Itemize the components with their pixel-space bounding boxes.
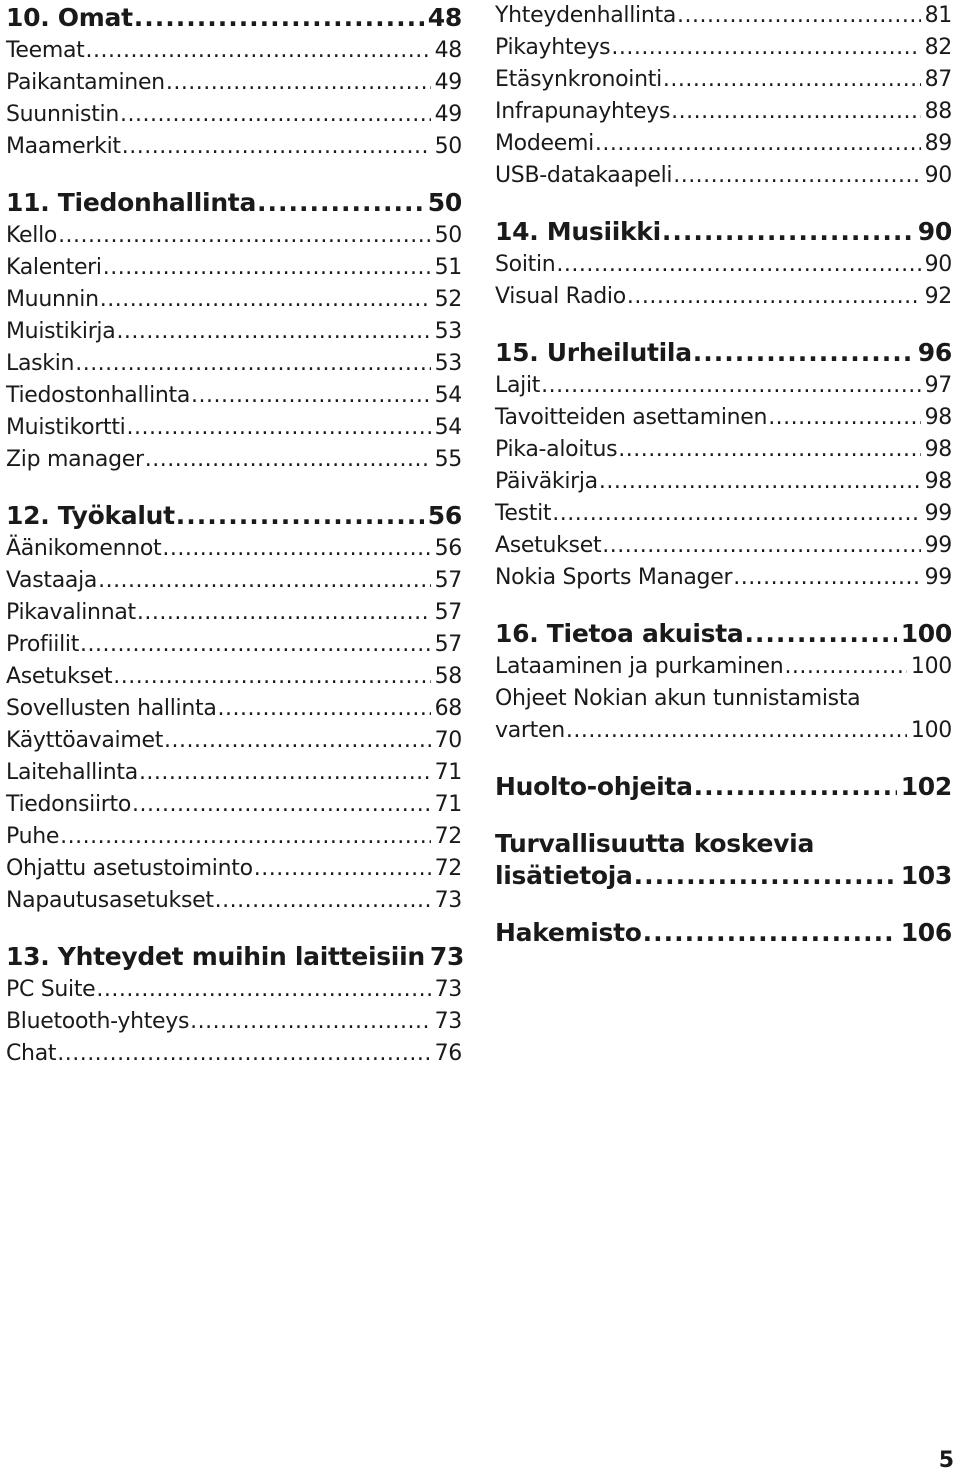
toc-entry[interactable] [6,316,462,348]
toc-entry-title: Teemat [6,38,85,63]
toc-entry[interactable] [6,284,462,316]
toc-page-number: 73 [434,888,462,913]
toc-leader-dots [176,498,424,533]
toc-entry-title: 16. Tietoa akuista [495,619,744,648]
toc-leader-dots [218,693,431,725]
page-number: 5 [938,1448,954,1473]
toc-page-number: 76 [434,1041,462,1066]
toc-entry[interactable] [495,128,952,160]
toc-leader-dots [566,715,907,747]
toc-entry[interactable] [495,96,952,128]
toc-page-number: 106 [900,918,952,947]
toc-chapter-heading[interactable] [6,0,462,35]
toc-leader-dots [784,651,906,683]
toc-leader-dots [113,661,430,693]
toc-leader-dots [694,769,897,804]
toc-leader-dots [122,131,431,163]
toc-left-column [6,0,465,1070]
toc-entry-title: Puhe [6,824,60,849]
toc-entry-title: Pika-aloitus [495,437,618,462]
toc-page-number: 51 [434,255,462,280]
toc-entry-title: USB-datakaapeli [495,163,673,188]
toc-leader-dots [132,789,431,821]
toc-page-number: 100 [900,619,952,648]
toc-entry-title: Kalenteri [6,255,102,280]
toc-page-number: 57 [434,568,462,593]
toc-page-number: 57 [434,600,462,625]
toc-entry-title: Turvallisuutta koskevia [495,829,815,858]
toc-entry-title: Hakemisto [495,918,642,947]
toc-entry-title: Zip manager [6,447,144,472]
toc-page-number: 50 [427,188,462,217]
toc-page-number: 87 [924,67,952,92]
toc-page-number: 68 [434,696,462,721]
toc-chapter-heading[interactable] [6,939,465,974]
toc-entry-title: varten [495,718,565,743]
toc-leader-dots [215,885,431,917]
toc-entry[interactable] [6,789,462,821]
toc-leader-dots [673,160,920,192]
toc-entry-title: Muistikortti [6,415,126,440]
toc-right-column [495,0,952,950]
toc-page-number: 53 [434,319,462,344]
toc-page-number: 56 [427,501,462,530]
toc-entry[interactable] [6,853,462,885]
toc-page-number: 72 [434,856,462,881]
toc-entry[interactable] [6,597,462,629]
toc-page-number: 82 [924,35,952,60]
toc-chapter-heading[interactable] [495,335,952,370]
toc-page-number: 58 [434,664,462,689]
toc-entry-title: Tiedostonhallinta [6,383,191,408]
toc-page-number: 55 [434,447,462,472]
toc-entry[interactable] [495,434,952,466]
toc-entry-title: lisätietoja [495,861,633,890]
toc-entry[interactable] [495,32,952,64]
toc-entry-title: Lataaminen ja purkaminen [495,654,784,679]
toc-leader-dots [602,530,920,562]
toc-leader-dots [190,1006,430,1038]
toc-leader-dots [556,249,920,281]
toc-leader-dots [57,1038,430,1070]
toc-chapter-heading[interactable] [495,616,952,651]
toc-page-number: 90 [917,217,952,246]
toc-leader-dots [126,412,430,444]
toc-entry[interactable] [495,562,952,594]
toc-page-number: 81 [924,3,952,28]
toc-page-number: 52 [434,287,462,312]
toc-entry[interactable] [6,661,462,693]
toc-page-number: 50 [434,223,462,248]
toc-entry-title: Soitin [495,252,556,277]
toc-page-number: 96 [917,338,952,367]
toc-entry[interactable] [495,402,952,434]
toc-entry[interactable] [6,974,462,1006]
toc-page-number: 73 [434,977,462,1002]
toc-leader-dots [599,466,921,498]
toc-page-number: 103 [900,861,952,890]
toc-page-number: 71 [434,760,462,785]
toc-entry[interactable] [6,565,462,597]
toc-leader-dots [164,725,431,757]
toc-entry[interactable] [495,0,952,32]
toc-entry-title: Laitehallinta [6,760,138,785]
toc-leader-dots [671,96,920,128]
toc-page-number: 54 [434,383,462,408]
toc-entry[interactable] [6,380,462,412]
toc-entry-title: Ohjattu asetustoiminto [6,856,253,881]
toc-entry-title: Bluetooth-yhteys [6,1009,190,1034]
toc-leader-dots [75,348,430,380]
toc-entry[interactable] [495,715,952,747]
toc-entry[interactable] [6,35,462,67]
toc-entry-title: Lajit [495,373,541,398]
toc-entry-title: Tavoitteiden asettaminen [495,405,768,430]
toc-entry[interactable] [495,370,952,402]
toc-page-number: 72 [434,824,462,849]
toc-entry-title: Pikayhteys [495,35,611,60]
toc-entry[interactable] [6,348,462,380]
toc-leader-dots [166,67,431,99]
toc-chapter-heading[interactable] [6,498,462,533]
toc-page-number: 97 [924,373,952,398]
toc-leader-dots [677,0,921,32]
toc-leader-dots [693,335,914,370]
toc-entry-title: Asetukset [6,664,113,689]
toc-entry[interactable] [495,530,952,562]
toc-entry[interactable] [6,252,462,284]
toc-entry[interactable] [495,281,952,313]
toc-leader-dots [254,853,431,885]
toc-entry-title: 12. Työkalut [6,501,175,530]
toc-entry[interactable] [495,498,952,530]
toc-page-number: 98 [924,405,952,430]
toc-leader-dots [80,629,431,661]
toc-page-number: 54 [434,415,462,440]
toc-entry[interactable] [6,67,462,99]
toc-page-number: 98 [924,469,952,494]
toc-leader-dots [541,370,921,402]
toc-entry[interactable] [6,1006,462,1038]
toc-page-number: 48 [427,3,462,32]
toc-leader-dots [137,597,431,629]
toc-entry[interactable] [495,160,952,192]
toc-page-number: 50 [434,134,462,159]
toc-entry-title: Sovellusten hallinta [6,696,217,721]
toc-page-number: 73 [429,942,465,971]
toc-entry[interactable] [495,249,952,281]
toc-chapter-heading[interactable] [495,769,952,804]
toc-leader-dots [103,252,431,284]
toc-entry-title: Napautusasetukset [6,888,214,913]
toc-page-number: 53 [434,351,462,376]
toc-page-number: 56 [434,536,462,561]
toc-entry[interactable] [6,99,462,131]
toc-page-number: 99 [924,501,952,526]
toc-page-number: 92 [924,284,952,309]
toc-page-number: 73 [434,1009,462,1034]
toc-leader-dots [663,64,921,96]
toc-entry-title: Äänikomennot [6,536,162,561]
toc-entry[interactable] [6,533,462,565]
toc-leader-dots [627,281,921,313]
toc-page-number: 57 [434,632,462,657]
toc-page-number: 49 [434,102,462,127]
toc-entry-title: Huolto-ohjeita [495,772,693,801]
toc-leader-dots [733,562,920,594]
toc-entry-title: Ohjeet Nokian akun tunnistamista [495,686,861,711]
toc-entry-title: Infrapunayhteys [495,99,671,124]
toc-leader-dots [618,434,920,466]
toc-leader-dots [60,821,430,853]
toc-page-number: 100 [910,718,952,743]
toc-entry-title: Etäsynkronointi [495,67,662,92]
toc-page-number: 49 [434,70,462,95]
toc-page-number: 98 [924,437,952,462]
toc-entry-title: 10. Omat [6,3,133,32]
toc-entry[interactable] [6,821,462,853]
toc-page-number: 90 [924,252,952,277]
toc-entry-title: Laskin [6,351,75,376]
toc-entry[interactable] [6,1038,462,1070]
toc-entry-title: Vastaaja [6,568,98,593]
toc-chapter-heading[interactable] [495,915,952,950]
toc-page-number: 100 [910,654,952,679]
toc-entry[interactable] [495,466,952,498]
toc-entry-title: Testit [495,501,552,526]
toc-entry-title: 15. Urheilutila [495,338,692,367]
toc-leader-dots [96,974,430,1006]
toc-leader-dots [116,316,430,348]
toc-leader-dots [611,32,920,64]
toc-leader-dots [100,284,431,316]
toc-leader-dots [162,533,430,565]
toc-entry-title: 13. Yhteydet muihin laitteisiin [6,942,425,971]
toc-entry[interactable] [6,885,462,917]
toc-entry-title: Muunnin [6,287,99,312]
toc-leader-dots [643,915,897,950]
toc-entry-title: Päiväkirja [495,469,598,494]
toc-chapter-heading[interactable] [495,826,952,858]
toc-entry-title: Modeemi [495,131,594,156]
toc-entry-title: Tiedonsiirto [6,792,131,817]
toc-page-number: 90 [924,163,952,188]
toc-entry[interactable] [6,412,462,444]
toc-entry[interactable] [495,64,952,96]
toc-page-number: 71 [434,792,462,817]
toc-leader-dots [134,0,424,35]
toc-entry-title: Nokia Sports Manager [495,565,733,590]
toc-leader-dots [145,444,431,476]
toc-entry-title: PC Suite [6,977,96,1002]
toc-chapter-heading[interactable] [495,214,952,249]
toc-entry-title: Yhteydenhallinta [495,3,677,28]
toc-entry-title: Käyttöavaimet [6,728,164,753]
toc-entry[interactable] [6,725,462,757]
toc-page-number: 48 [434,38,462,63]
toc-entry-title: Kello [6,223,58,248]
toc-entry[interactable] [6,220,462,252]
toc-chapter-heading[interactable] [495,858,952,893]
toc-entry-title: Visual Radio [495,284,626,309]
toc-page-number: 102 [900,772,952,801]
toc-entry[interactable] [6,629,462,661]
toc-leader-dots [58,220,431,252]
toc-entry-title: Paikantaminen [6,70,165,95]
toc-entry-title: Asetukset [495,533,602,558]
toc-leader-dots [634,858,897,893]
toc-entry-title: Pikavalinnat [6,600,136,625]
toc-entry[interactable] [6,444,462,476]
toc-leader-dots [139,757,431,789]
toc-entry[interactable] [495,651,952,683]
toc-leader-dots [86,35,431,67]
toc-leader-dots [98,565,431,597]
toc-entry-title: Profiilit [6,632,80,657]
toc-entry-title: Chat [6,1041,57,1066]
toc-entry[interactable] [495,683,952,715]
toc-page-number: 89 [924,131,952,156]
toc-page-number: 70 [434,728,462,753]
toc-entry-title: 11. Tiedonhallinta [6,188,257,217]
toc-leader-dots [552,498,920,530]
toc-page-number: 99 [924,533,952,558]
toc-leader-dots [662,214,914,249]
toc-entry-title: 14. Musiikki [495,217,661,246]
toc-entry-title: Muistikirja [6,319,116,344]
toc-chapter-heading[interactable] [6,185,462,220]
toc-entry-title: Suunnistin [6,102,119,127]
toc-leader-dots [744,616,896,651]
toc-entry-title: Maamerkit [6,134,121,159]
toc-page-number: 99 [924,565,952,590]
toc-page-number: 88 [924,99,952,124]
toc-leader-dots [595,128,921,160]
toc-entry[interactable] [6,693,462,725]
toc-entry[interactable] [6,757,462,789]
toc-entry[interactable] [6,131,462,163]
toc-leader-dots [257,185,424,220]
toc-leader-dots [120,99,431,131]
toc-leader-dots [768,402,920,434]
toc-leader-dots [191,380,431,412]
